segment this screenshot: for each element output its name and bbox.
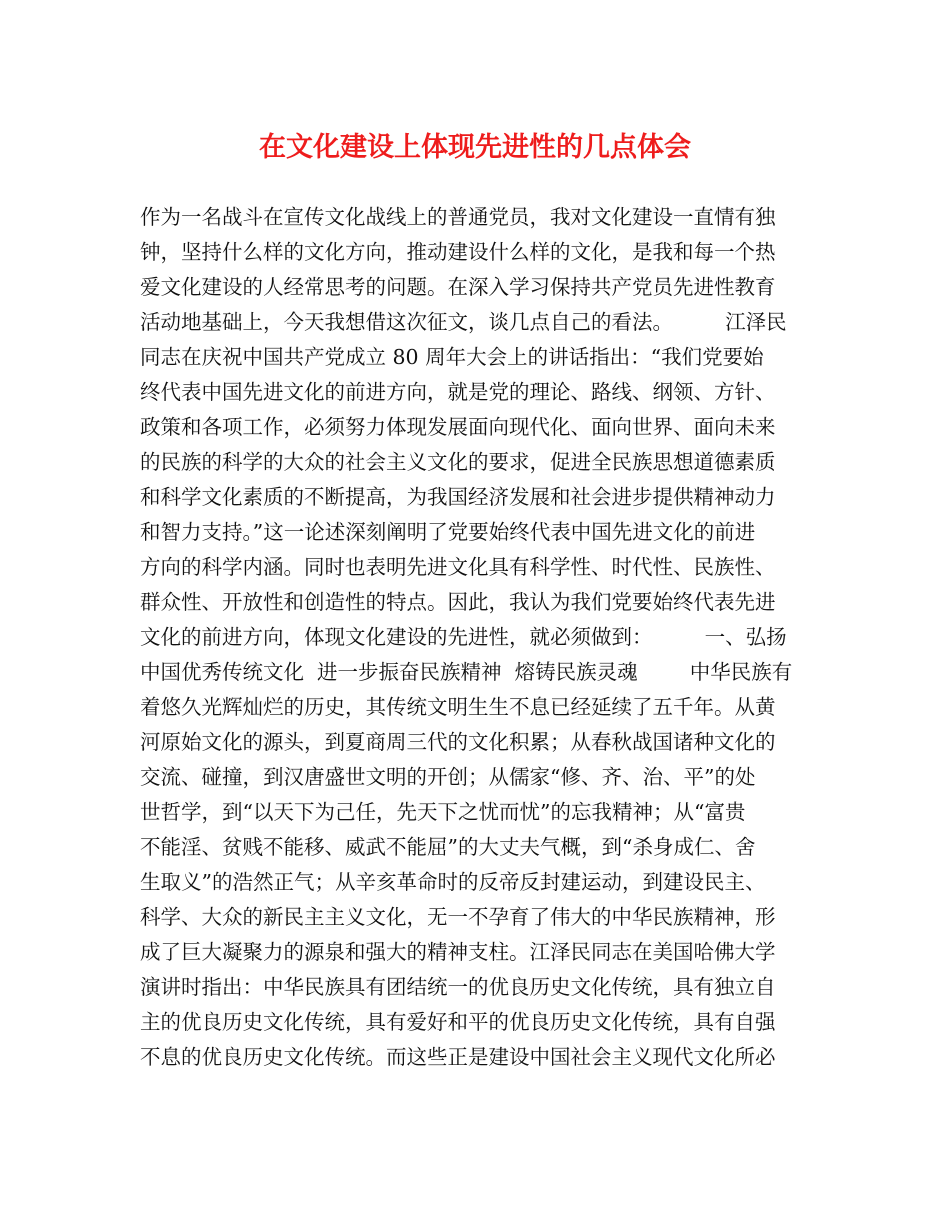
body-text-line: 主的优良历史文化传统，具有爱好和平的优良历史文化传统，具有自强 <box>140 1010 776 1034</box>
body-text-line: 演讲时指出：中华民族具有团结统一的优良历史文化传统，具有独立自 <box>140 975 776 999</box>
body-text-line: 群众性、开放性和创造性的特点。因此，我认为我们党要始终代表先进 <box>140 590 776 614</box>
document-body <box>140 200 820 1075</box>
body-text-line: 钟，坚持什么样的文化方向，推动建设什么样的文化，是我和每一个热 <box>140 240 776 264</box>
body-text-line: 世哲学，到“以天下为己任，先天下之忧而忧”的忘我精神；从“富贵 <box>140 800 746 824</box>
body-text-line: 和科学文化素质的不断提高，为我国经济发展和社会进步提供精神动力 <box>140 485 776 509</box>
body-text-line: 爱文化建设的人经常思考的问题。在深入学习保持共产党员先进性教育 <box>140 275 776 299</box>
document-title: 在文化建设上体现先进性的几点体会 <box>259 132 691 163</box>
body-text-line: 政策和各项工作，必须努力体现发展面向现代化、面向世界、面向未来 <box>140 415 776 439</box>
body-text-line: 的民族的科学的大众的社会主义文化的要求，促进全民族思想道德素质 <box>140 450 776 474</box>
body-text-line: 成了巨大凝聚力的源泉和强大的精神支柱。江泽民同志在美国哈佛大学 <box>140 940 776 964</box>
body-text-line: 着悠久光辉灿烂的历史，其传统文明生生不息已经延续了五千年。从黄 <box>140 695 776 719</box>
body-text-line: 和智力支持。”这一论述深刻阐明了党要始终代表中国先进文化的前进 <box>140 520 756 544</box>
body-text-line: 终代表中国先进文化的前进方向，就是党的理论、路线、纲领、方针、 <box>140 380 776 404</box>
body-text-line: 中国优秀传统文化 进一步振奋民族精神 熔铸民族灵魂 中华民族有 <box>140 660 793 684</box>
body-text-line: 作为一名战斗在宣传文化战线上的普通党员，我对文化建设一直情有独 <box>140 205 776 229</box>
body-text-line: 河原始文化的源头，到夏商周三代的文化积累；从春秋战国诸种文化的 <box>140 730 776 754</box>
body-text-line: 文化的前进方向，体现文化建设的先进性，就必须做到： 一、弘扬 <box>140 625 787 649</box>
body-text-line: 活动地基础上，今天我想借这次征文，谈几点自己的看法。 江泽民 <box>140 310 787 334</box>
body-text-line: 生取义”的浩然正气；从辛亥革命时的反帝反封建运动，到建设民主、 <box>140 870 766 894</box>
body-text-line: 科学、大众的新民主主义文化，无一不孕育了伟大的中华民族精神，形 <box>140 905 776 929</box>
body-text-line: 同志在庆祝中国共产党成立 80 周年大会上的讲话指出：“我们党要始 <box>140 345 764 369</box>
body-text-line: 不能淫、贫贱不能移、威武不能屈”的大丈夫气概，到“杀身成仁、舍 <box>140 835 756 859</box>
body-text-line: 交流、碰撞，到汉唐盛世文明的开创；从儒家“修、齐、治、平”的处 <box>140 765 756 789</box>
body-text-line: 不息的优良历史文化传统。而这些正是建设中国社会主义现代文化所必 <box>140 1045 776 1069</box>
body-text-line: 方向的科学内涵。同时也表明先进文化具有科学性、时代性、民族性、 <box>140 555 776 579</box>
